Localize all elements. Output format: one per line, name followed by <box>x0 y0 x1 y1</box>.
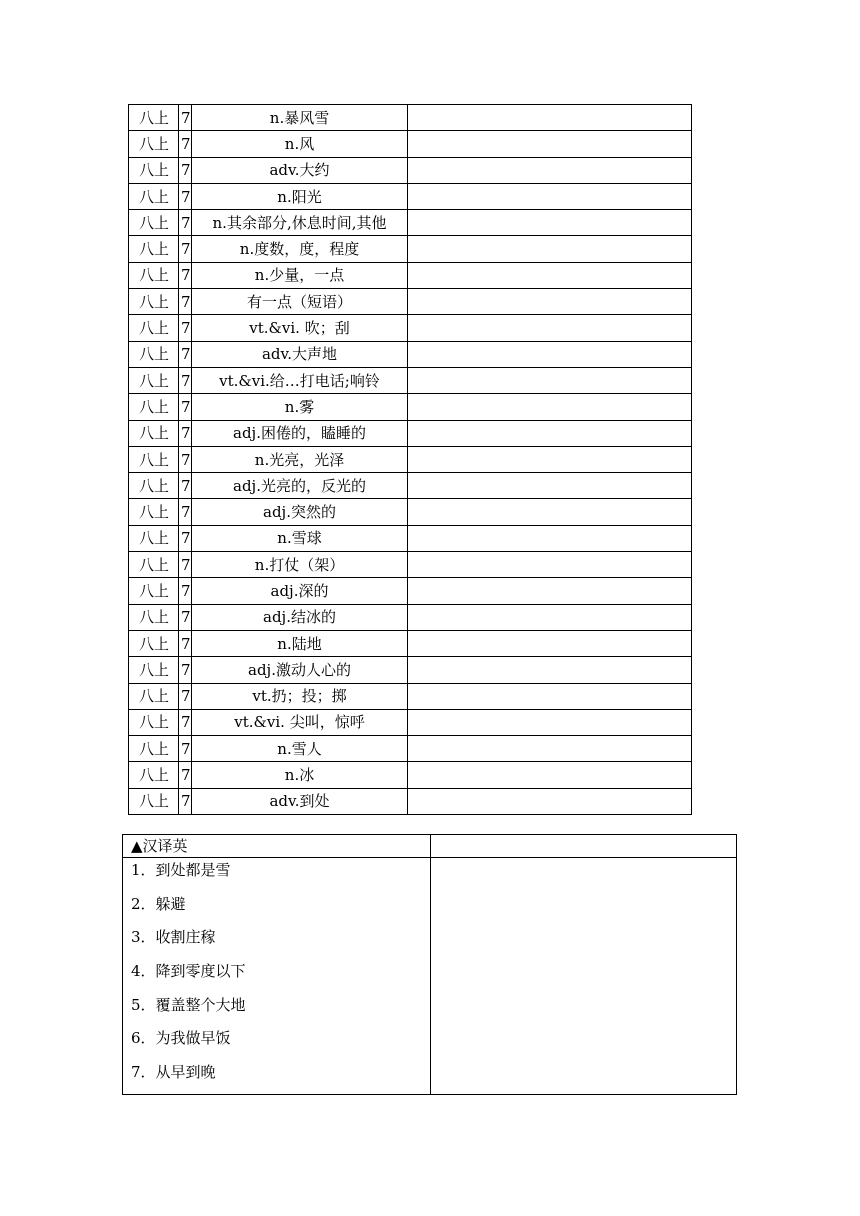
meaning-cell: adv.到处 <box>192 788 408 814</box>
answer-cell <box>408 657 692 683</box>
vocabulary-row <box>129 709 692 735</box>
grade-cell: 八上 <box>129 131 179 157</box>
grade-cell: 八上 <box>129 736 179 762</box>
vocabulary-row <box>129 525 692 551</box>
answer-cell <box>408 788 692 814</box>
vocabulary-row <box>129 446 692 472</box>
grade-cell: 八上 <box>129 210 179 236</box>
vocabulary-row <box>129 788 692 814</box>
translation-section <box>122 834 737 1095</box>
grade-cell: 八上 <box>129 499 179 525</box>
translation-item: 2．躲避 <box>131 894 186 913</box>
answer-cell <box>408 736 692 762</box>
vocabulary-row <box>129 657 692 683</box>
meaning-cell: adv.大约 <box>192 157 408 183</box>
grade-cell: 八上 <box>129 525 179 551</box>
unit-cell: 7 <box>179 446 192 472</box>
unit-cell: 7 <box>179 578 192 604</box>
answer-cell <box>408 289 692 315</box>
grade-cell: 八上 <box>129 473 179 499</box>
unit-cell: 7 <box>179 105 192 131</box>
vocabulary-row <box>129 341 692 367</box>
vocabulary-row <box>129 578 692 604</box>
grade-cell: 八上 <box>129 604 179 630</box>
answer-cell <box>408 394 692 420</box>
translation-item: 7．从早到晚 <box>131 1063 216 1082</box>
translation-item: 6．为我做早饭 <box>131 1029 231 1048</box>
answer-cell <box>408 552 692 578</box>
vocabulary-row <box>129 236 692 262</box>
meaning-cell: vt.&vi. 尖叫，惊呼 <box>192 709 408 735</box>
vocabulary-row <box>129 499 692 525</box>
unit-cell: 7 <box>179 262 192 288</box>
meaning-cell: vt.&vi.给…打电话;响铃 <box>192 367 408 393</box>
vocabulary-row <box>129 630 692 656</box>
grade-cell: 八上 <box>129 657 179 683</box>
grade-cell: 八上 <box>129 315 179 341</box>
meaning-cell: n.打仗（架） <box>192 552 408 578</box>
unit-cell: 7 <box>179 236 192 262</box>
grade-cell: 八上 <box>129 157 179 183</box>
meaning-cell: adj.激动人心的 <box>192 657 408 683</box>
answer-cell <box>408 473 692 499</box>
unit-cell: 7 <box>179 210 192 236</box>
answer-cell <box>408 210 692 236</box>
meaning-cell: adj.突然的 <box>192 499 408 525</box>
answer-cell <box>408 446 692 472</box>
meaning-cell: n.雪球 <box>192 525 408 551</box>
answer-cell <box>408 420 692 446</box>
meaning-cell: n.少量，一点 <box>192 262 408 288</box>
answer-cell <box>408 578 692 604</box>
vocabulary-row <box>129 157 692 183</box>
unit-cell: 7 <box>179 736 192 762</box>
grade-cell: 八上 <box>129 788 179 814</box>
unit-cell: 7 <box>179 157 192 183</box>
meaning-cell: n.风 <box>192 131 408 157</box>
meaning-cell: vt.扔；投；掷 <box>192 683 408 709</box>
vocabulary-row <box>129 736 692 762</box>
answer-cell <box>408 315 692 341</box>
grade-cell: 八上 <box>129 105 179 131</box>
vocabulary-table-body <box>129 105 692 815</box>
answer-cell <box>408 183 692 209</box>
unit-cell: 7 <box>179 394 192 420</box>
vocabulary-row <box>129 420 692 446</box>
vocabulary-row <box>129 552 692 578</box>
answer-cell <box>408 499 692 525</box>
unit-cell: 7 <box>179 709 192 735</box>
answer-cell <box>408 262 692 288</box>
answer-cell <box>408 683 692 709</box>
unit-cell: 7 <box>179 604 192 630</box>
unit-cell: 7 <box>179 183 192 209</box>
vocabulary-row <box>129 394 692 420</box>
column-divider <box>430 835 431 1094</box>
meaning-cell: n.光亮，光泽 <box>192 446 408 472</box>
meaning-cell: n.阳光 <box>192 183 408 209</box>
grade-cell: 八上 <box>129 289 179 315</box>
meaning-cell: n.雾 <box>192 394 408 420</box>
translation-item: 3．收割庄稼 <box>131 928 216 947</box>
grade-cell: 八上 <box>129 341 179 367</box>
grade-cell: 八上 <box>129 709 179 735</box>
answer-cell <box>408 630 692 656</box>
unit-cell: 7 <box>179 683 192 709</box>
translation-item: 4．降到零度以下 <box>131 962 246 981</box>
unit-cell: 7 <box>179 552 192 578</box>
grade-cell: 八上 <box>129 683 179 709</box>
grade-cell: 八上 <box>129 578 179 604</box>
vocabulary-row <box>129 762 692 788</box>
meaning-cell: n.度数，度，程度 <box>192 236 408 262</box>
meaning-cell: adj.光亮的，反光的 <box>192 473 408 499</box>
meaning-cell: n.陆地 <box>192 630 408 656</box>
answer-cell <box>408 604 692 630</box>
unit-cell: 7 <box>179 367 192 393</box>
answer-cell <box>408 131 692 157</box>
grade-cell: 八上 <box>129 552 179 578</box>
vocabulary-table <box>128 104 692 815</box>
vocabulary-row <box>129 210 692 236</box>
vocabulary-row <box>129 473 692 499</box>
vocabulary-row <box>129 289 692 315</box>
answer-cell <box>408 105 692 131</box>
vocabulary-row <box>129 683 692 709</box>
answer-cell <box>408 367 692 393</box>
grade-cell: 八上 <box>129 420 179 446</box>
answer-cell <box>408 157 692 183</box>
grade-cell: 八上 <box>129 183 179 209</box>
translation-heading: ▲汉译英 <box>131 837 188 855</box>
vocabulary-row <box>129 183 692 209</box>
vocabulary-row <box>129 604 692 630</box>
meaning-cell: n.雪人 <box>192 736 408 762</box>
vocabulary-row <box>129 131 692 157</box>
meaning-cell: n.其余部分,休息时间,其他 <box>192 210 408 236</box>
unit-cell: 7 <box>179 315 192 341</box>
unit-cell: 7 <box>179 131 192 157</box>
vocabulary-row <box>129 105 692 131</box>
heading-divider <box>123 857 736 858</box>
unit-cell: 7 <box>179 420 192 446</box>
vocabulary-row <box>129 367 692 393</box>
unit-cell: 7 <box>179 499 192 525</box>
vocabulary-row <box>129 262 692 288</box>
meaning-cell: adj.深的 <box>192 578 408 604</box>
grade-cell: 八上 <box>129 262 179 288</box>
answer-cell <box>408 341 692 367</box>
vocabulary-row <box>129 315 692 341</box>
meaning-cell: adj.结冰的 <box>192 604 408 630</box>
meaning-cell: adj.困倦的，瞌睡的 <box>192 420 408 446</box>
unit-cell: 7 <box>179 473 192 499</box>
grade-cell: 八上 <box>129 446 179 472</box>
unit-cell: 7 <box>179 630 192 656</box>
unit-cell: 7 <box>179 289 192 315</box>
meaning-cell: vt.&vi. 吹；刮 <box>192 315 408 341</box>
translation-item-list <box>131 860 421 1096</box>
unit-cell: 7 <box>179 657 192 683</box>
unit-cell: 7 <box>179 788 192 814</box>
grade-cell: 八上 <box>129 394 179 420</box>
grade-cell: 八上 <box>129 630 179 656</box>
meaning-cell: adv.大声地 <box>192 341 408 367</box>
answer-cell <box>408 709 692 735</box>
grade-cell: 八上 <box>129 367 179 393</box>
answer-cell <box>408 762 692 788</box>
meaning-cell: 有一点（短语） <box>192 289 408 315</box>
unit-cell: 7 <box>179 525 192 551</box>
meaning-cell: n.暴风雪 <box>192 105 408 131</box>
unit-cell: 7 <box>179 762 192 788</box>
grade-cell: 八上 <box>129 236 179 262</box>
unit-cell: 7 <box>179 341 192 367</box>
grade-cell: 八上 <box>129 762 179 788</box>
translation-item: 5．覆盖整个大地 <box>131 995 246 1014</box>
translation-item: 1．到处都是雪 <box>131 861 231 879</box>
answer-cell <box>408 236 692 262</box>
answer-cell <box>408 525 692 551</box>
meaning-cell: n.冰 <box>192 762 408 788</box>
